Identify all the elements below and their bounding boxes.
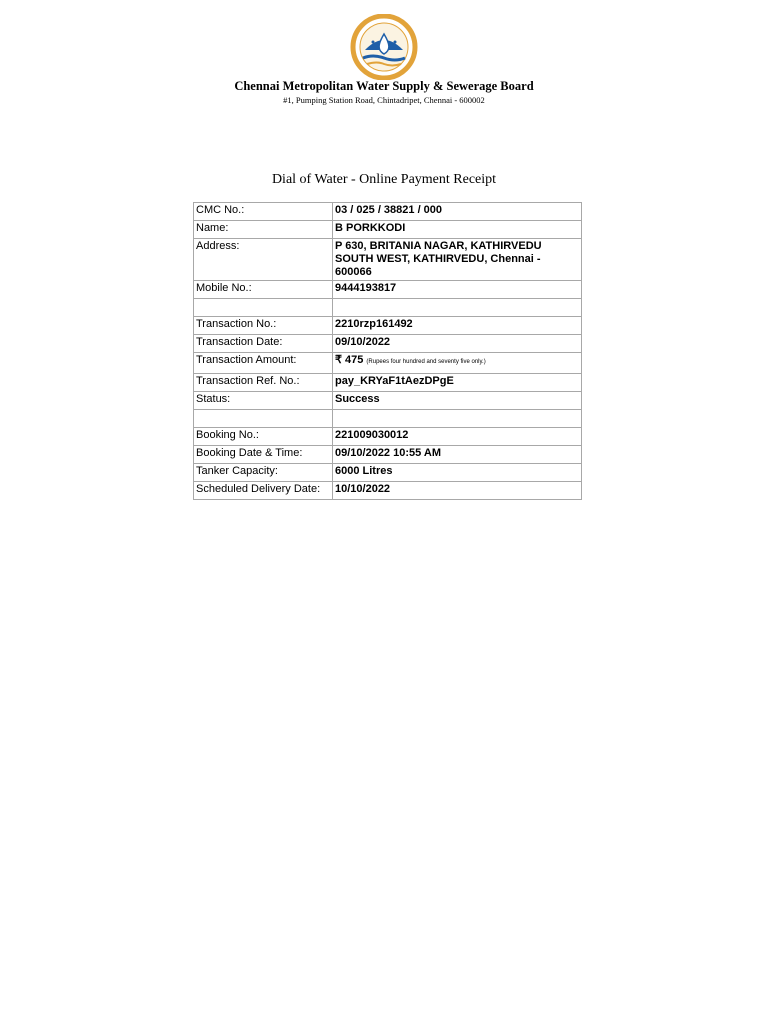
organization-address: #1, Pumping Station Road, Chintadripet, Chennai - 600002 (283, 95, 485, 105)
address-label: Address: (194, 239, 333, 281)
cmwssb-logo (345, 14, 423, 80)
delivery-date-value: 10/10/2022 (333, 482, 582, 500)
mobile-value: 9444193817 (333, 281, 582, 299)
spacer-row (194, 299, 582, 317)
organization-name: Chennai Metropolitan Water Supply & Sewerage Board (234, 79, 534, 93)
receipt-details-table (193, 202, 582, 500)
name-label: Name: (194, 221, 333, 239)
transaction-no-label: Transaction No.: (194, 317, 333, 335)
transaction-date-value: 09/10/2022 (333, 335, 582, 353)
spacer-cell (194, 410, 333, 428)
table-row (194, 446, 582, 464)
table-row (194, 203, 582, 221)
transaction-amount-cell (333, 353, 582, 374)
spacer-row (194, 410, 582, 428)
name-value: B PORKKODI (333, 221, 582, 239)
cmc-value: 03 / 025 / 38821 / 000 (333, 203, 582, 221)
table-row (194, 374, 582, 392)
booking-no-label: Booking No.: (194, 428, 333, 446)
delivery-date-label: Scheduled Delivery Date: (194, 482, 333, 500)
table-row (194, 428, 582, 446)
table-row (194, 335, 582, 353)
table-row (194, 281, 582, 299)
mobile-label: Mobile No.: (194, 281, 333, 299)
cmc-label: CMC No.: (194, 203, 333, 221)
spacer-cell (333, 410, 582, 428)
transaction-amount-label: Transaction Amount: (194, 353, 333, 374)
spacer-cell (194, 299, 333, 317)
table-row (194, 317, 582, 335)
receipt-title: Dial of Water - Online Payment Receipt (271, 172, 497, 187)
tanker-capacity-label: Tanker Capacity: (194, 464, 333, 482)
booking-datetime-value: 09/10/2022 10:55 AM (333, 446, 582, 464)
table-row (194, 482, 582, 500)
table-row (194, 239, 582, 281)
transaction-no-value: 2210rzp161492 (333, 317, 582, 335)
address-value: P 630, BRITANIA NAGAR, KATHIRVEDU SOUTH WEST, KATHIRVEDU, Chennai - 600066 (333, 239, 582, 281)
tanker-capacity-value: 6000 Litres (333, 464, 582, 482)
spacer-cell (333, 299, 582, 317)
table-row (194, 221, 582, 239)
status-label: Status: (194, 392, 333, 410)
status-value: Success (333, 392, 582, 410)
table-row (194, 353, 582, 374)
transaction-date-label: Transaction Date: (194, 335, 333, 353)
table-row (194, 392, 582, 410)
table-row (194, 464, 582, 482)
transaction-ref-label: Transaction Ref. No.: (194, 374, 333, 392)
booking-no-value: 221009030012 (333, 428, 582, 446)
booking-datetime-label: Booking Date & Time: (194, 446, 333, 464)
transaction-ref-value: pay_KRYaF1tAezDPgE (333, 374, 582, 392)
transaction-amount-words: (Rupees four hundred and seventy five only.) (366, 359, 486, 365)
transaction-amount-value: ₹ 475 (335, 354, 364, 366)
